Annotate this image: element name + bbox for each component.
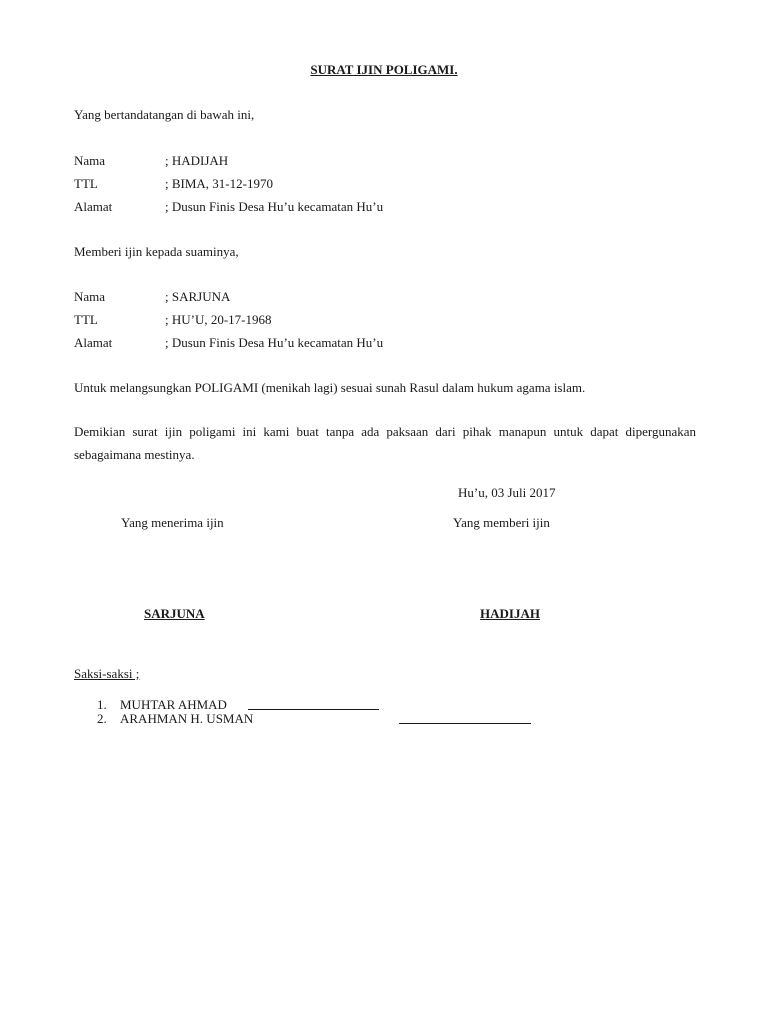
witness-number: 2. bbox=[97, 711, 107, 726]
husband-name-label: Nama bbox=[74, 289, 106, 304]
witness-name: MUHTAR AHMAD bbox=[120, 697, 227, 712]
intro-text: Yang bertandatangan di bawah ini, bbox=[74, 107, 255, 122]
husband-ttl-label: TTL bbox=[74, 312, 98, 327]
husband-ttl-value: ; HU’U, 20-17-1968 bbox=[165, 312, 272, 327]
wife-ttl-value: ; BIMA, 31-12-1970 bbox=[165, 176, 273, 191]
wife-address-label: Alamat bbox=[74, 199, 113, 214]
witnesses-heading: Saksi-saksi ; bbox=[74, 666, 140, 681]
witness-signature-line bbox=[399, 711, 531, 724]
witness-number: 1. bbox=[97, 697, 107, 712]
place-date: Hu’u, 03 Juli 2017 bbox=[458, 485, 556, 500]
wife-address-value: ; Dusun Finis Desa Hu’u kecamatan Hu’u bbox=[165, 199, 384, 214]
purpose-text: Untuk melangsungkan POLIGAMI (menikah lagi) sesuai sunah Rasul dalam hukum agama islam. bbox=[74, 380, 586, 395]
receiver-signature-name: SARJUNA bbox=[144, 606, 205, 621]
giver-signature-name: HADIJAH bbox=[480, 606, 540, 621]
document-title: SURAT IJIN POLIGAMI. bbox=[310, 62, 458, 77]
wife-name-value: ; HADIJAH bbox=[165, 153, 229, 168]
husband-address-value: ; Dusun Finis Desa Hu’u kecamatan Hu’u bbox=[165, 335, 384, 350]
husband-name-value: ; SARJUNA bbox=[165, 289, 231, 304]
wife-name-label: Nama bbox=[74, 153, 106, 168]
husband-address-label: Alamat bbox=[74, 335, 113, 350]
grant-text: Memberi ijin kepada suaminya, bbox=[74, 244, 239, 259]
wife-ttl-label: TTL bbox=[74, 176, 98, 191]
receiver-label: Yang menerima ijin bbox=[121, 515, 224, 530]
witness-signature-line bbox=[248, 697, 379, 710]
closing-paragraph: Demikian surat ijin poligami ini kami buat tanpa ada paksaan dari pihak manapun untuk dapat dipergunakan sebagaimana mestinya. bbox=[74, 424, 696, 462]
witness-name: ARAHMAN H. USMAN bbox=[120, 711, 254, 726]
giver-label: Yang memberi ijin bbox=[453, 515, 550, 530]
